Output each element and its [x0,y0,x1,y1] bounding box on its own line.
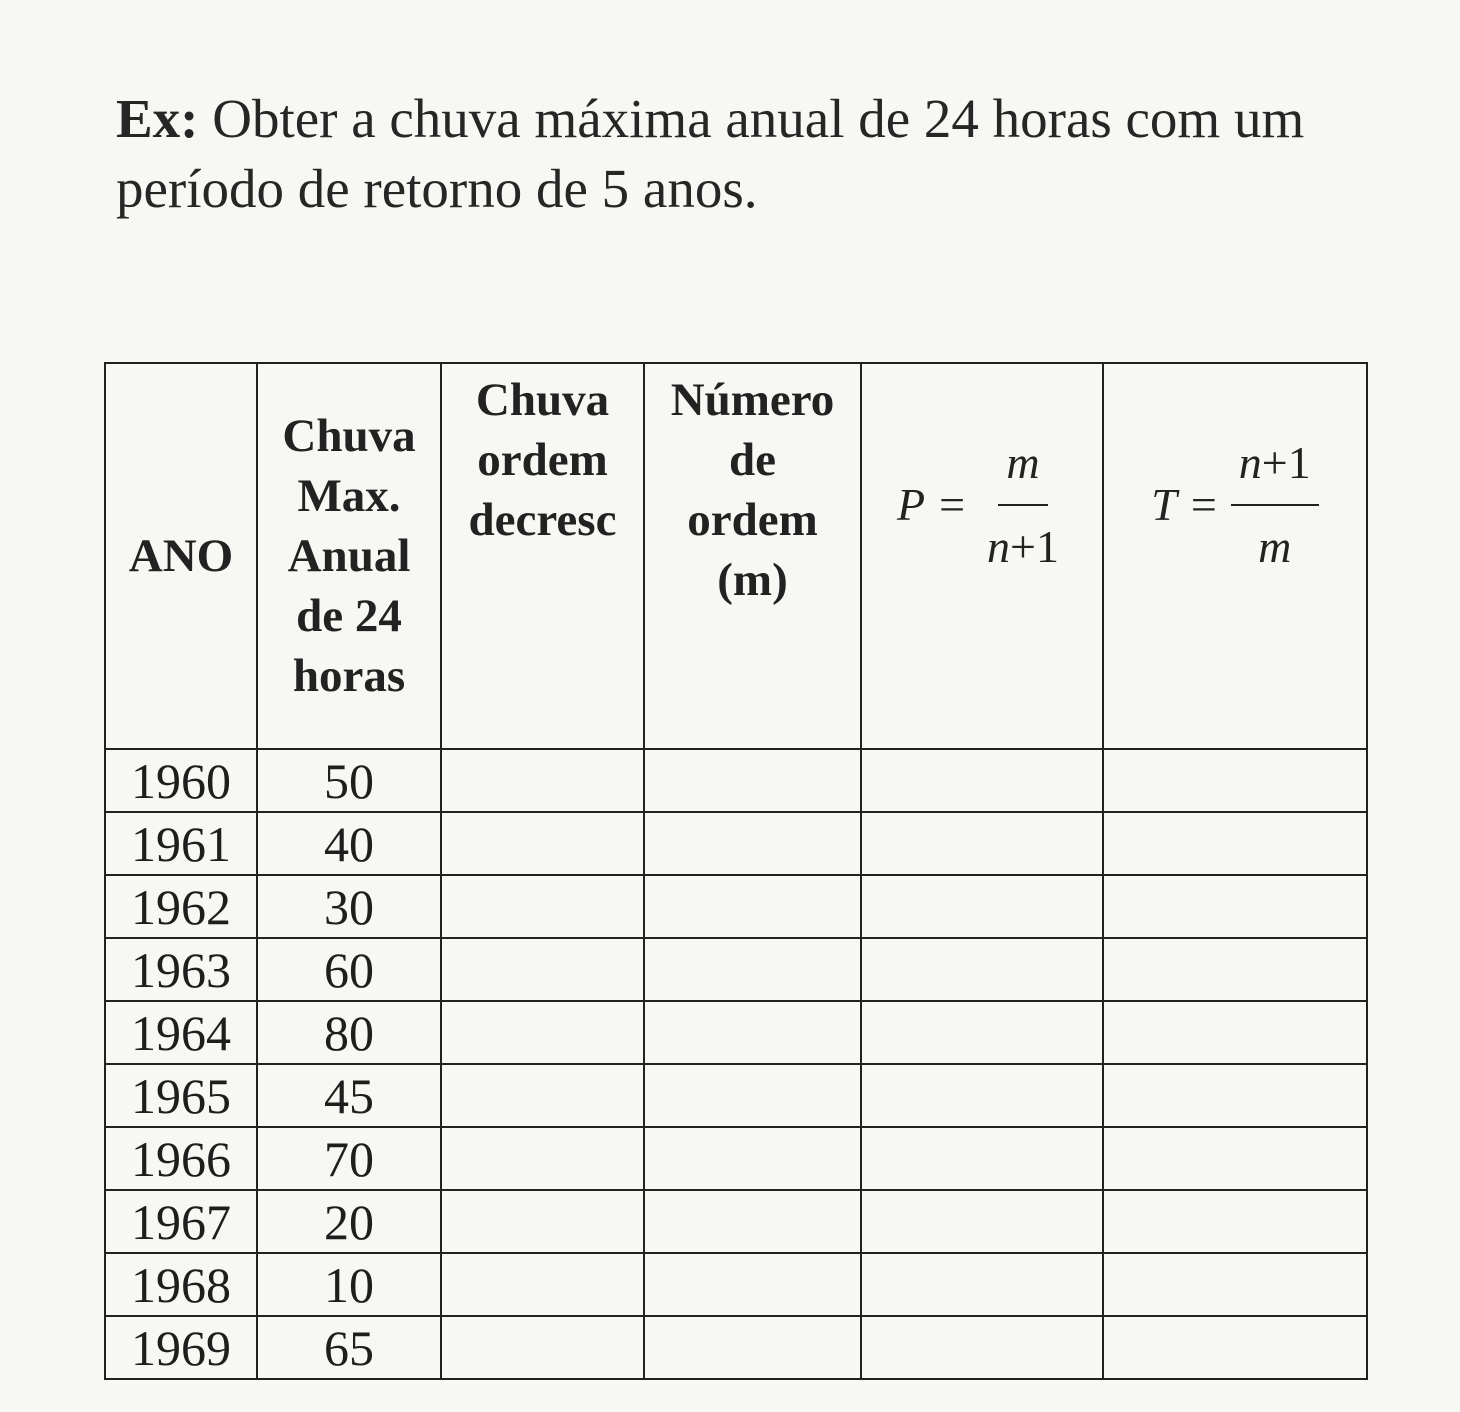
cell-ano: 1965 [105,1064,257,1127]
cell-probability [861,749,1103,812]
formula-t-num-var: n [1238,437,1262,488]
cell-chuva-ordem [441,1316,644,1379]
cell-chuva-ordem [441,1253,644,1316]
cell-chuva-max: 65 [257,1316,441,1379]
cell-chuva-max: 50 [257,749,441,812]
formula-t-numerator [1231,437,1319,506]
cell-return-period [1103,1190,1367,1253]
cell-probability [861,938,1103,1001]
cell-numero-ordem [644,812,861,875]
cell-return-period [1103,938,1367,1001]
cell-ano: 1963 [105,938,257,1001]
exercise-prompt [116,84,1346,224]
cell-chuva-max: 60 [257,938,441,1001]
cell-chuva-max: 70 [257,1127,441,1190]
cell-chuva-ordem [441,749,644,812]
cell-return-period [1103,749,1367,812]
header-chuva-ordem-line: ordem [477,434,608,486]
cell-probability [861,1316,1103,1379]
cell-chuva-max: 40 [257,812,441,875]
return-period-formula [1104,437,1366,572]
cell-probability [861,812,1103,875]
header-ano [105,363,257,749]
formula-p-numerator: m [998,440,1047,506]
header-numero-ordem-line: (m) [717,554,788,606]
cell-ano: 1961 [105,812,257,875]
header-chuva-max [257,363,441,749]
cell-numero-ordem [644,1190,861,1253]
cell-chuva-ordem [441,938,644,1001]
formula-t-num-rest: +1 [1261,437,1311,488]
cell-return-period [1103,1064,1367,1127]
table-row [105,1316,1367,1379]
cell-ano: 1966 [105,1127,257,1190]
cell-probability [861,1253,1103,1316]
cell-chuva-ordem [441,1064,644,1127]
formula-p-fraction [979,437,1067,572]
exercise-label: Ex: [116,88,199,149]
cell-chuva-max: 30 [257,875,441,938]
header-chuva-max-line: horas [292,650,406,702]
cell-ano: 1960 [105,749,257,812]
table-row [105,938,1367,1001]
cell-probability [861,1064,1103,1127]
exercise-text: Obter a chuva máxima anual de 24 horas com um período de retorno de 5 anos. [116,88,1305,219]
cell-chuva-ordem [441,1127,644,1190]
cell-ano: 1962 [105,875,257,938]
header-chuva-max-line: de 24 [296,590,402,642]
header-ano-label: ANO [128,530,234,582]
cell-chuva-max: 45 [257,1064,441,1127]
cell-ano: 1968 [105,1253,257,1316]
formula-p-lhs: P [896,479,926,530]
table-row [105,1001,1367,1064]
cell-ano: 1969 [105,1316,257,1379]
formula-t-fraction [1231,437,1319,572]
formula-t-lhs: T [1151,479,1177,530]
table-row [105,1190,1367,1253]
formula-p-equals: = [939,479,966,530]
header-numero-ordem-line: Número [670,374,835,426]
cell-return-period [1103,812,1367,875]
header-chuva-ordem [441,363,644,749]
formula-p-den-var: n [987,521,1011,572]
formula-p-denominator [979,506,1067,570]
cell-numero-ordem [644,749,861,812]
cell-numero-ordem [644,875,861,938]
table-row [105,749,1367,812]
header-chuva-max-line: Anual [287,530,411,582]
table-row [105,875,1367,938]
header-probability-formula [861,363,1103,749]
formula-t-equals: = [1190,479,1217,530]
cell-numero-ordem [644,1316,861,1379]
table-row [105,812,1367,875]
cell-chuva-max: 80 [257,1001,441,1064]
cell-ano: 1964 [105,1001,257,1064]
header-numero-ordem [644,363,861,749]
rainfall-table [104,362,1368,1380]
probability-formula [862,437,1102,572]
cell-return-period [1103,1316,1367,1379]
cell-numero-ordem [644,1064,861,1127]
header-return-period-formula [1103,363,1367,749]
header-row [105,363,1367,749]
cell-chuva-ordem [441,1190,644,1253]
header-numero-ordem-line: ordem [687,494,818,546]
cell-numero-ordem [644,938,861,1001]
cell-return-period [1103,1253,1367,1316]
cell-chuva-ordem [441,1001,644,1064]
cell-probability [861,1190,1103,1253]
header-chuva-ordem-line: Chuva [475,374,610,426]
formula-t-denominator: m [1258,521,1292,572]
header-chuva-max-line: Max. [297,470,401,522]
cell-chuva-max: 10 [257,1253,441,1316]
cell-ano: 1967 [105,1190,257,1253]
cell-numero-ordem [644,1253,861,1316]
cell-probability [861,1001,1103,1064]
cell-chuva-ordem [441,875,644,938]
header-numero-ordem-line: de [729,434,776,486]
cell-numero-ordem [644,1001,861,1064]
cell-probability [861,1127,1103,1190]
cell-probability [861,875,1103,938]
table-row [105,1253,1367,1316]
cell-chuva-max: 20 [257,1190,441,1253]
header-chuva-ordem-line: decresc [468,494,617,546]
cell-return-period [1103,1127,1367,1190]
table-row [105,1127,1367,1190]
cell-return-period [1103,875,1367,938]
header-chuva-max-line: Chuva [282,410,416,462]
cell-numero-ordem [644,1127,861,1190]
cell-chuva-ordem [441,812,644,875]
table-row [105,1064,1367,1127]
formula-p-den-rest: +1 [1010,521,1059,572]
cell-return-period [1103,1001,1367,1064]
